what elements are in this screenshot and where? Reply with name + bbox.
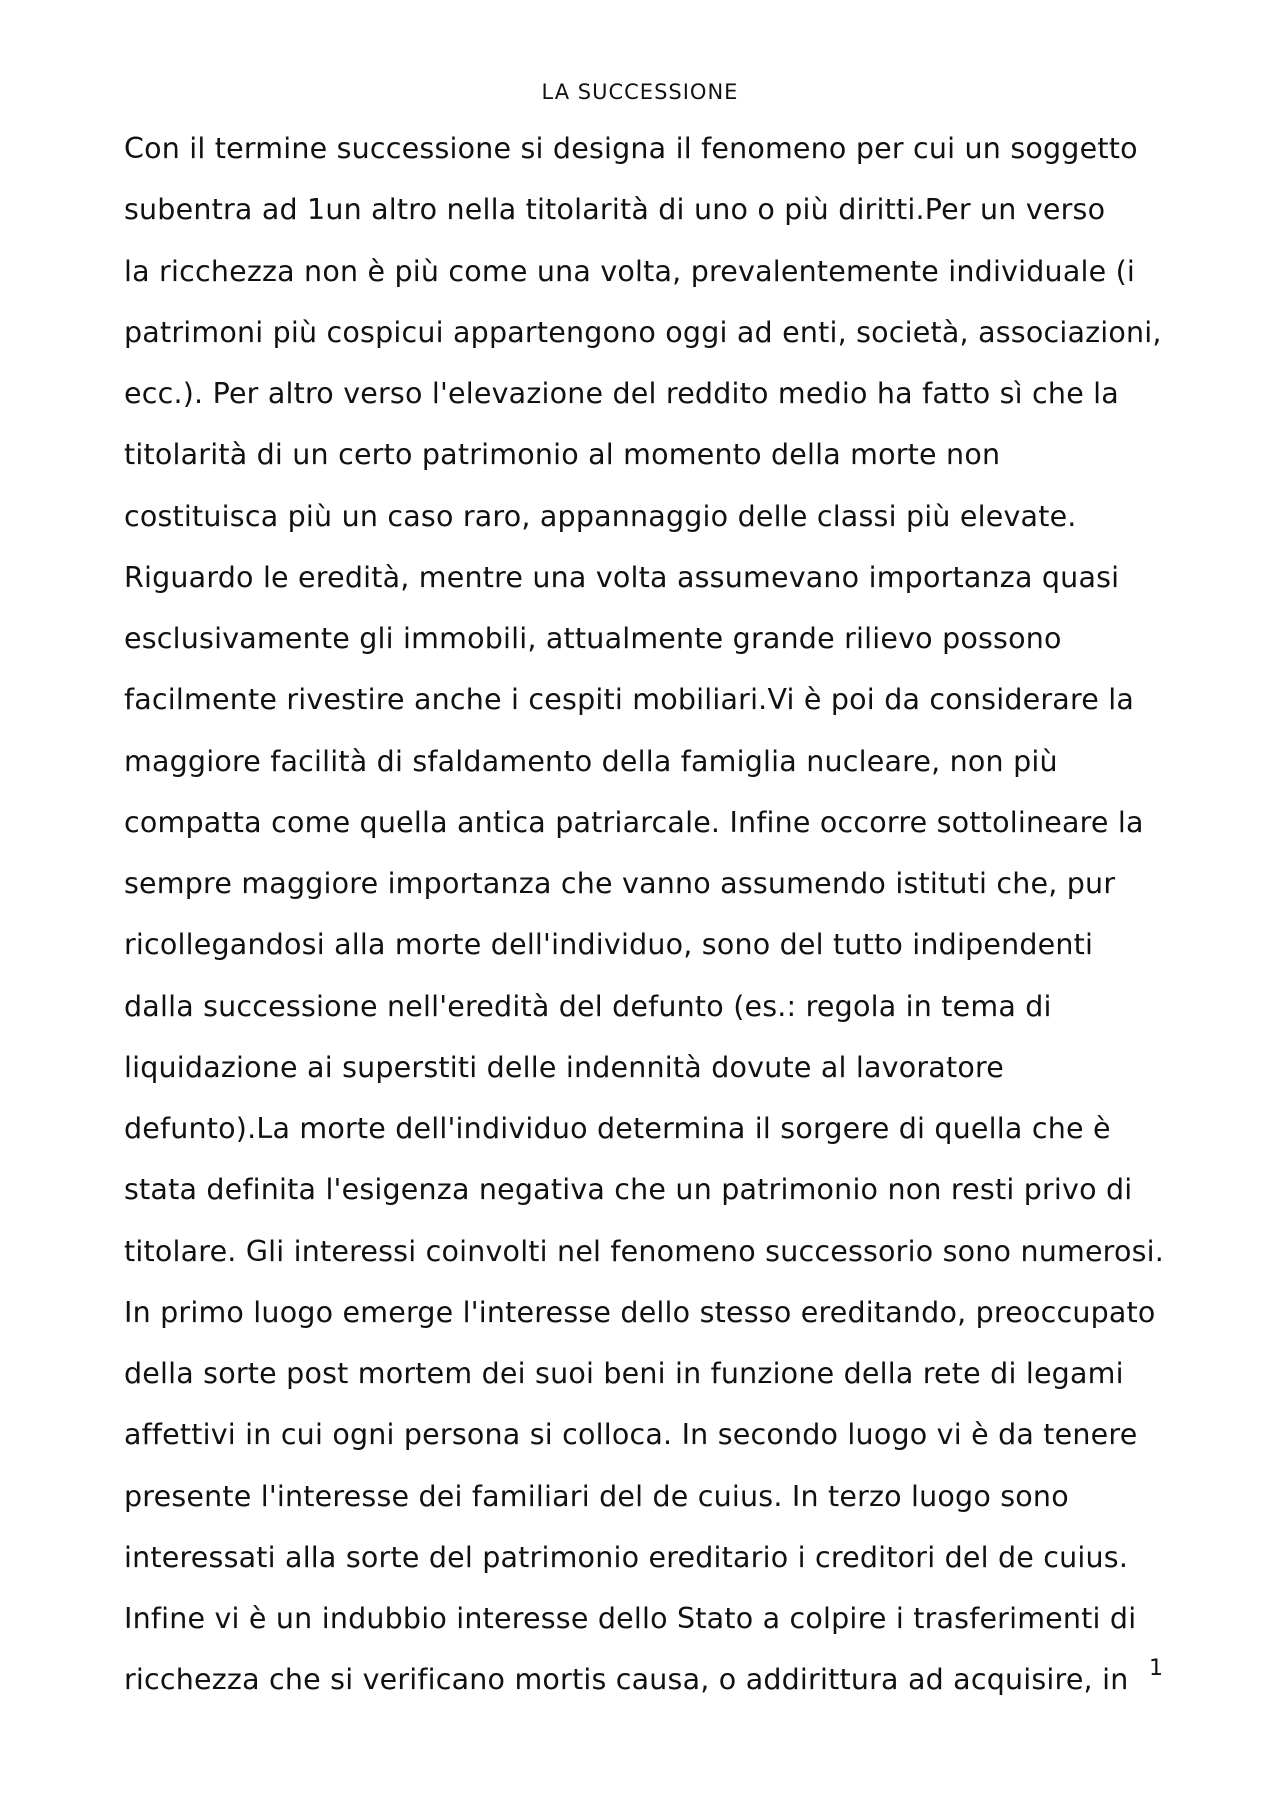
text-line: defunto).La morte dell'individuo determina il sorgere di quella che è: [124, 1112, 1111, 1145]
text-line: Infine vi è un indubbio interesse dello Stato a colpire i trasferimenti di: [124, 1602, 1137, 1635]
text-line: affettivi in cui ogni persona si colloca. In secondo luogo vi è da tenere: [124, 1418, 1138, 1452]
text-line: titolare. Gli interessi coinvolti nel fenomeno successorio sono numerosi.: [124, 1234, 1165, 1268]
text-line: maggiore facilità di sfaldamento della famiglia nucleare, non più: [124, 744, 1058, 778]
text-line: compatta come quella antica patriarcale. Infine occorre sottolineare la: [124, 805, 1144, 839]
text-line: ricollegandosi alla morte dell'individuo, sono del tutto indipendenti: [124, 928, 1094, 962]
text-line: patrimoni più cospicui appartengono oggi ad enti, società, associazioni,: [124, 315, 1162, 349]
text-line: presente l'interesse dei familiari del de cuius. In terzo luogo sono: [124, 1479, 1069, 1513]
text-line: costituisca più un caso raro, appannaggio delle classi più elevate.: [124, 499, 1077, 533]
text-line: sempre maggiore importanza che vanno assumendo istituti che, pur: [124, 867, 1116, 900]
document-body: [124, 118, 1184, 1711]
text-line: titolarità di un certo patrimonio al momento della morte non: [124, 438, 1001, 472]
text-line: facilmente rivestire anche i cespiti mobiliari.Vi è poi da considerare la: [124, 683, 1135, 717]
text-line: ecc.). Per altro verso l'elevazione del reddito medio ha fatto sì che la: [124, 377, 1119, 410]
text-line: stata definita l'esigenza negativa che un patrimonio non resti privo di: [124, 1173, 1133, 1207]
text-line: dalla successione nell'eredità del defunto (es.: regola in tema di: [124, 989, 1052, 1023]
text-line: interessati alla sorte del patrimonio ereditario i creditori del de cuius.: [124, 1540, 1129, 1574]
text-line: Con il termine successione si designa il fenomeno per cui un soggetto: [124, 132, 1138, 165]
text-line: In primo luogo emerge l'interesse dello stesso ereditando, preoccupato: [124, 1295, 1156, 1329]
text-line: esclusivamente gli immobili, attualmente grande rilievo possono: [124, 622, 1062, 655]
text-line: liquidazione ai superstiti delle indennità dovute al lavoratore: [124, 1050, 1004, 1084]
text-line: subentra ad 1un altro nella titolarità di uno o più diritti.Per un verso: [124, 193, 1106, 227]
text-line: della sorte post mortem dei suoi beni in funzione della rete di legami: [124, 1357, 1124, 1390]
page-number: 1: [1149, 1656, 1163, 1681]
document-header: LA SUCCESSIONE: [541, 80, 739, 104]
text-line: la ricchezza non è più come una volta, prevalentemente individuale (i: [124, 254, 1136, 288]
text-line: Riguardo le eredità, mentre una volta assumevano importanza quasi: [124, 560, 1120, 594]
text-line: ricchezza che si verificano mortis causa, o addirittura ad acquisire, in: [124, 1663, 1129, 1697]
